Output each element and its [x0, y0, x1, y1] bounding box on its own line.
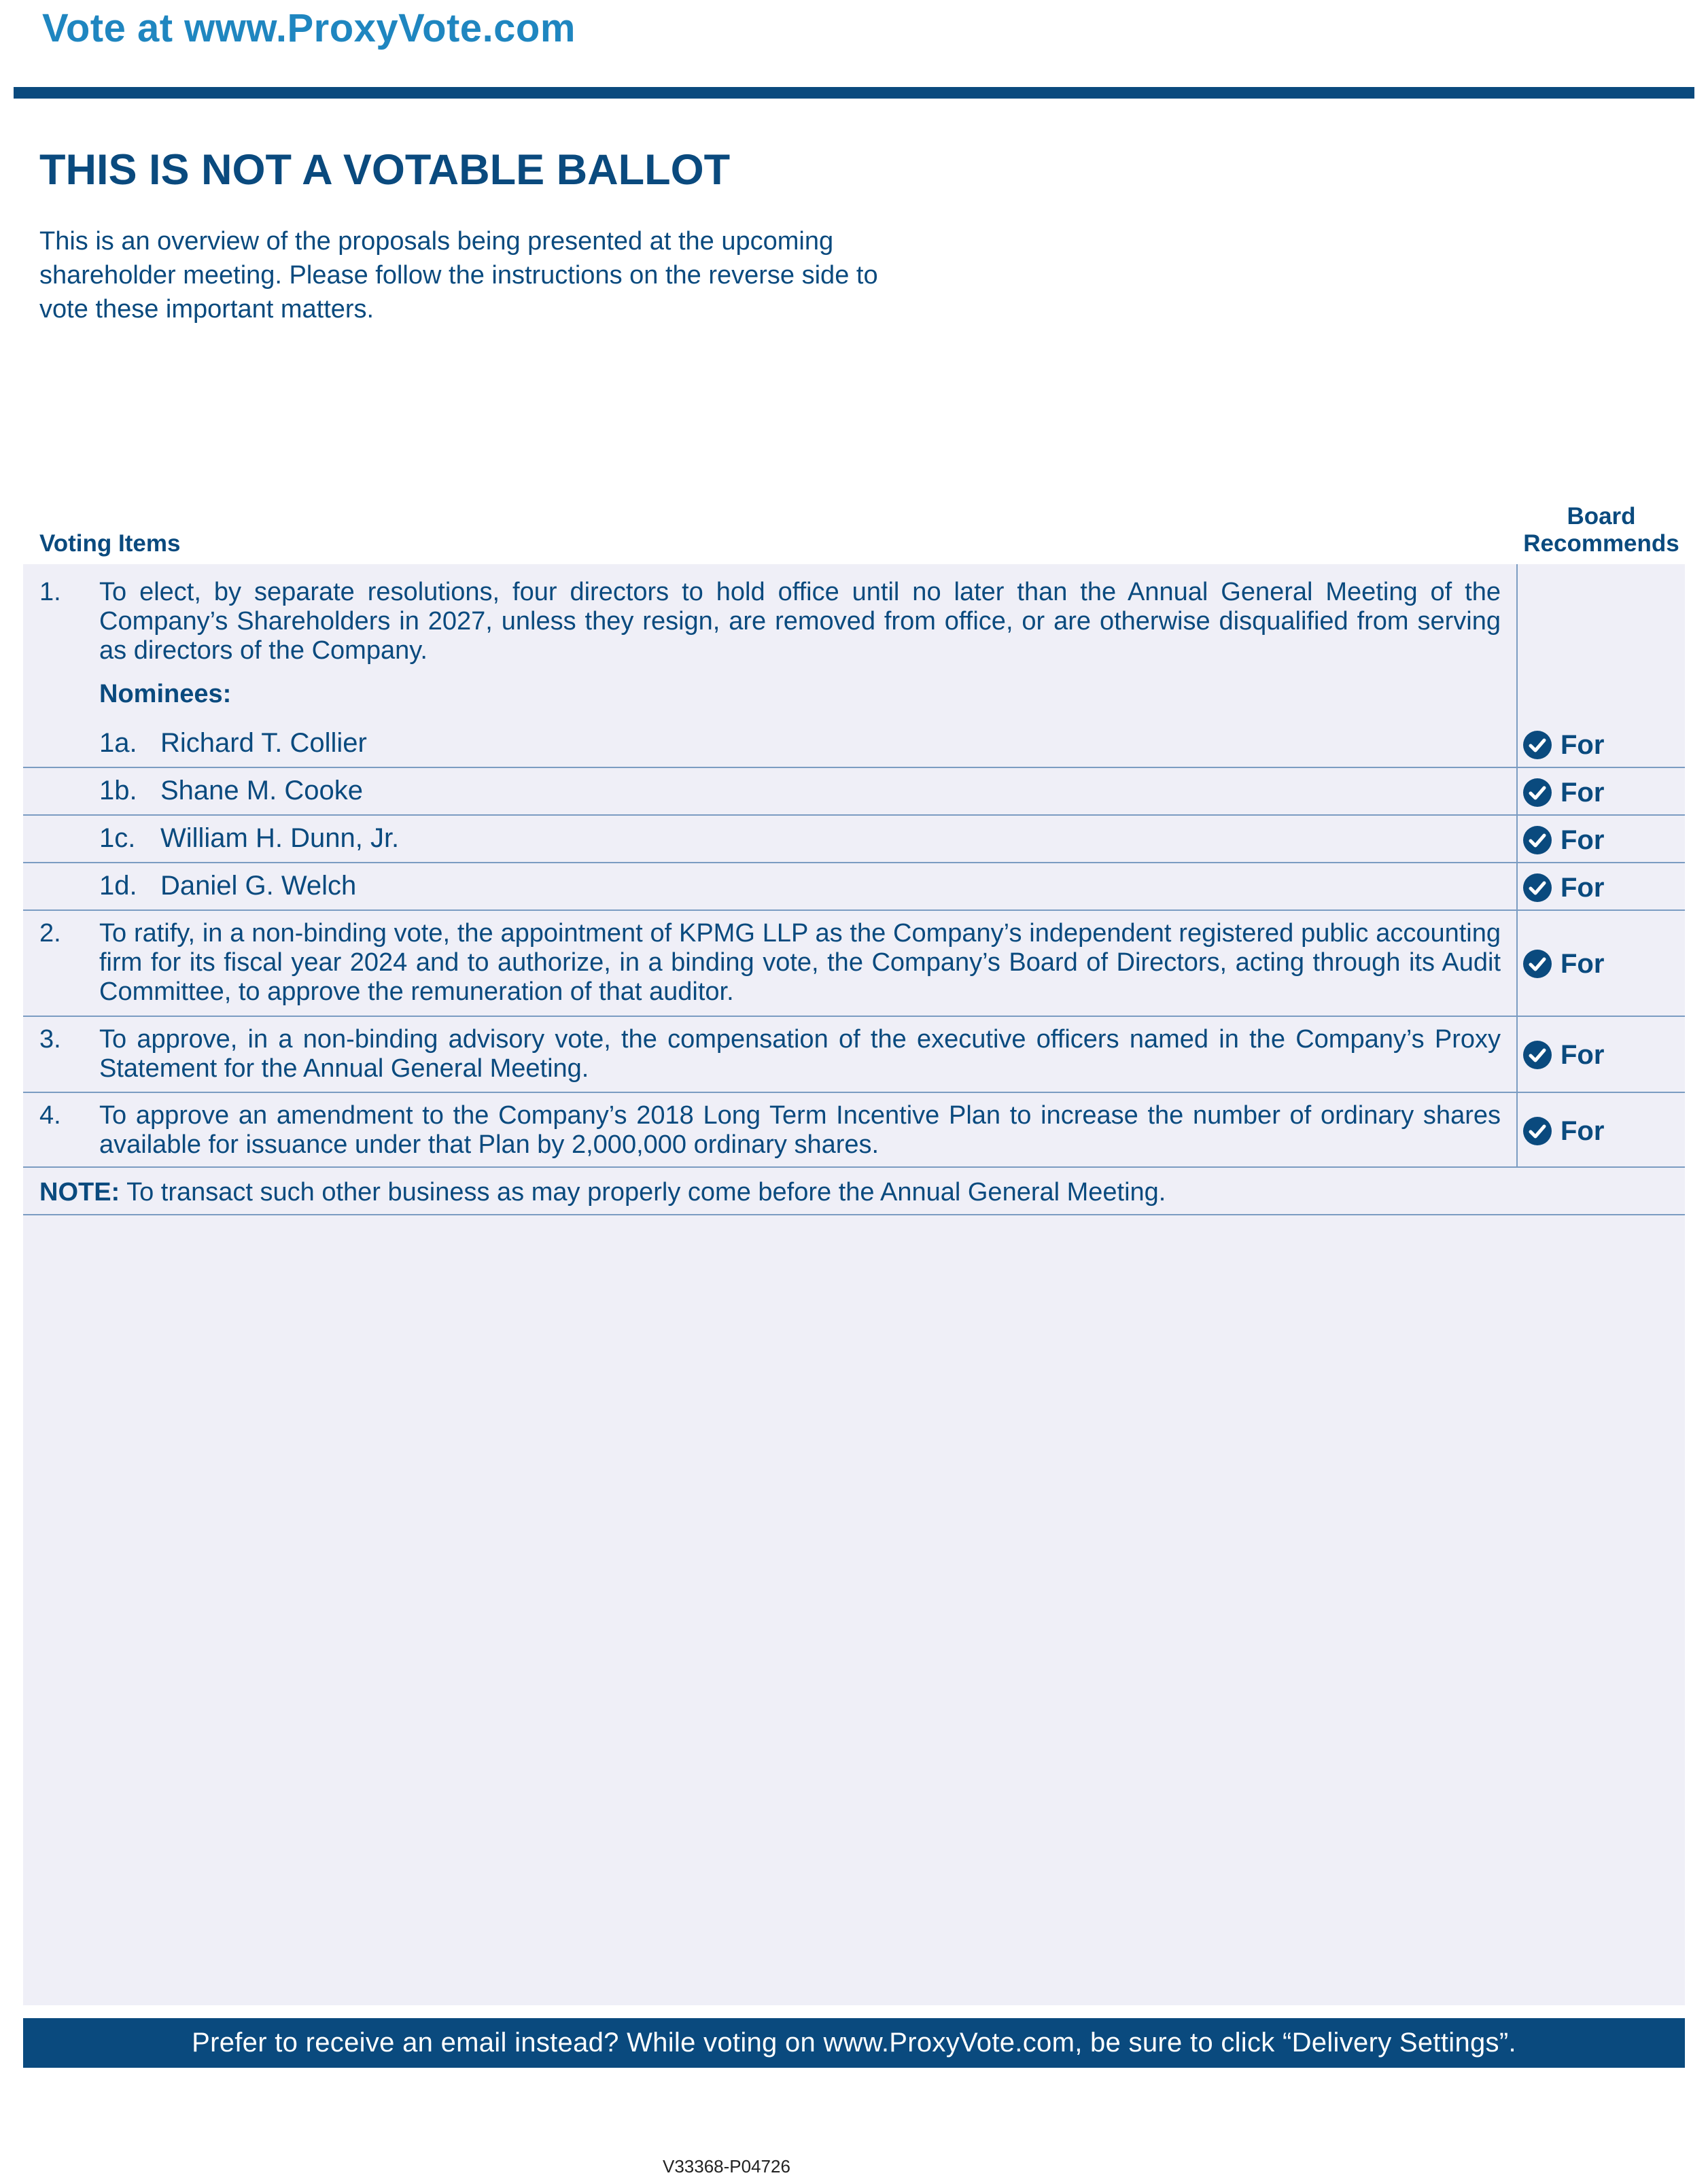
banner-text: Prefer to receive an email instead? While voting on www.ProxyVote.com, be sure to click “Delivery Settings”. — [192, 2028, 1516, 2058]
recommendation-label: For — [1561, 729, 1605, 760]
row-divider — [23, 814, 1685, 816]
item-number: 3. — [39, 1025, 61, 1054]
document-id: V33368-P04726 — [663, 2156, 790, 2177]
recommendation — [1522, 824, 1604, 856]
note-label: NOTE: — [39, 1178, 120, 1207]
item-text: To ratify, in a non-binding vote, the appointment of KPMG LLP as the Company’s independent registered public accounting firm for its fiscal year 2024 and to authorize, in a binding vote, the Company’s Board of Directors, acting through its Audit Committee, to approve the remuneration of that auditor. — [99, 919, 1501, 1006]
recommendation-label: For — [1561, 948, 1605, 979]
nominee-code: 1d. — [99, 871, 137, 901]
header-divider — [14, 87, 1694, 99]
nominee-name: Shane M. Cooke — [160, 776, 363, 805]
recommendation — [1522, 871, 1604, 904]
note-text — [39, 1178, 1166, 1207]
delivery-settings-banner — [23, 2018, 1685, 2068]
row-divider — [23, 1166, 1685, 1168]
row-divider — [23, 909, 1685, 911]
item-number: 1. — [39, 578, 61, 606]
item-number: 4. — [39, 1101, 61, 1130]
check-circle-icon — [1522, 825, 1552, 855]
item-text: To approve, in a non-binding advisory vote, the compensation of the executive officers named in the Company’s Proxy Statement for the Annual General Meeting. — [99, 1025, 1501, 1083]
nominee-code: 1b. — [99, 776, 137, 805]
check-circle-icon — [1522, 778, 1552, 808]
nominee-code: 1c. — [99, 823, 136, 853]
recommendation — [1522, 1115, 1604, 1147]
board-recommends-heading: Board Recommends — [1523, 503, 1679, 557]
row-divider — [23, 1214, 1685, 1215]
row-divider — [23, 1016, 1685, 1017]
nominee-name: Richard T. Collier — [160, 728, 367, 758]
proxyvote-link[interactable]: Vote at www.ProxyVote.com — [42, 6, 576, 50]
row-divider — [23, 767, 1685, 768]
check-circle-icon — [1522, 1116, 1552, 1146]
nominee-name: Daniel G. Welch — [160, 871, 357, 901]
note-body: To transact such other business as may properly come before the Annual General Meeting. — [120, 1178, 1166, 1207]
check-circle-icon — [1522, 1040, 1552, 1070]
item-text: To approve an amendment to the Company’s 2018 Long Term Incentive Plan to increase the number of ordinary shares available for issuance under that Plan by 2,000,000 ordinary shares. — [99, 1101, 1501, 1159]
voting-items-heading: Voting Items — [39, 530, 181, 557]
nominees-label: Nominees: — [99, 680, 232, 708]
nominee-name: William H. Dunn, Jr. — [160, 823, 400, 853]
item-number: 2. — [39, 919, 61, 948]
item-text: To elect, by separate resolutions, four directors to hold office until no later than the Annual General Meeting of the Company’s Shareholders in 2027, unless they resign, are removed from office, or are otherwise disqualified from serving as directors of the Company. — [99, 578, 1501, 665]
recommendation — [1522, 1039, 1604, 1071]
recommendation-label: For — [1561, 1039, 1605, 1070]
recommendation-label: For — [1561, 825, 1605, 855]
column-divider — [1516, 564, 1518, 1166]
check-circle-icon — [1522, 730, 1552, 760]
row-divider — [23, 862, 1685, 863]
recommendation-label: For — [1561, 777, 1605, 808]
check-circle-icon — [1522, 873, 1552, 903]
intro-text: This is an overview of the proposals being presented at the upcoming shareholder meeting. Please follow the instructions on the reverse side to vote these important matters. — [39, 227, 878, 324]
recommendation-label: For — [1561, 872, 1605, 903]
recommendation — [1522, 948, 1604, 980]
nominee-code: 1a. — [99, 728, 137, 758]
recommendation — [1522, 729, 1604, 761]
page-title: THIS IS NOT A VOTABLE BALLOT — [39, 146, 731, 194]
recommendation-label: For — [1561, 1115, 1605, 1146]
row-divider — [23, 1092, 1685, 1093]
check-circle-icon — [1522, 949, 1552, 979]
recommendation — [1522, 776, 1604, 809]
